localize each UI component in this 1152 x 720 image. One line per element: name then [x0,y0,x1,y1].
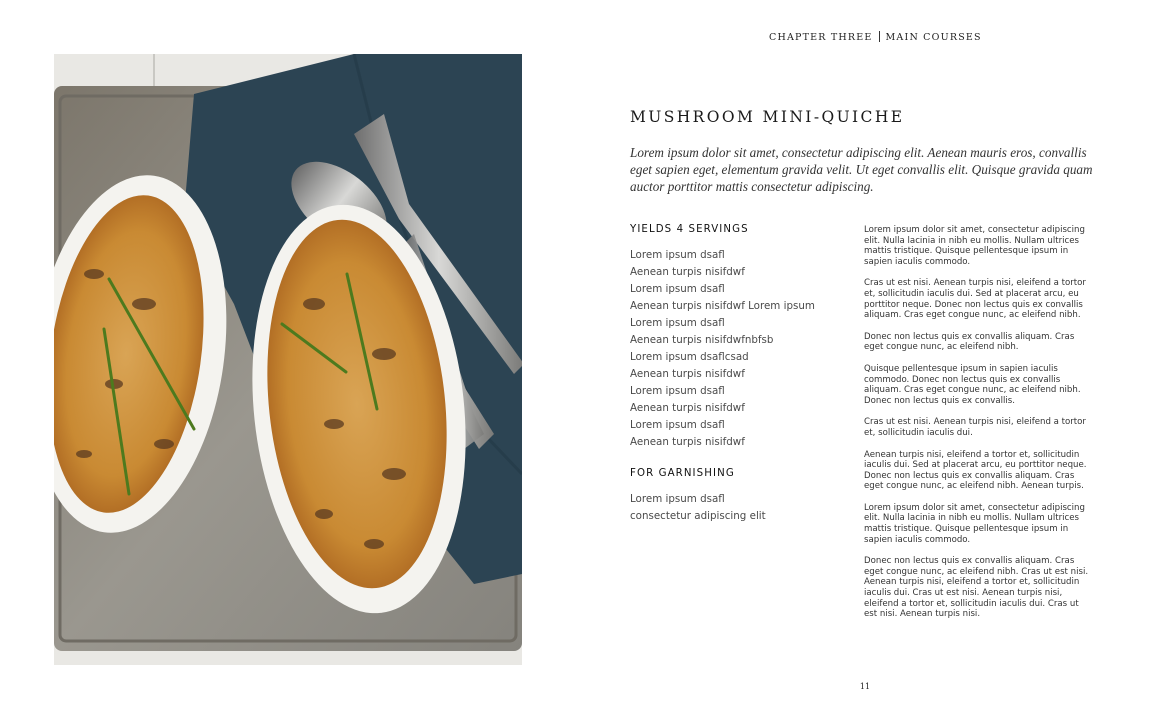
section-label: MAIN COURSES [885,32,982,43]
garnish-item: consectetur adipiscing elit [630,510,766,522]
method-step: Quisque pellentesque ipsum in sapien iaculis commodo. Donec non lectus quis ex convallis aliquam. Cras eget congue nunc, ac eleifend nibh. Donec non lectus quis ex convallis. [864,363,1081,406]
method-step: Aenean turpis nisi, eleifend a tortor et, sollicitudin iaculis dui. Sed at placerat arcu, eu porttitor neque. Donec non lectus quis ex convallis aliquam. Cras eget congue nunc, ac eleifend nibh. Aenean turpis. [864,449,1087,492]
ingredient-item: Lorem ipsum dsafl [630,283,725,295]
method-column [864,225,1092,631]
method-step: Donec non lectus quis ex convallis aliquam. Cras eget congue nunc, ac eleifend nibh. Cras ut est nisi. Aenean turpis nisi, eleifend a tortor et, sollicitudin iaculis dui. Cras ut est nisi. Aenean turpis nisi, eleifend a tortor et, sollicitudin iaculis dui. Cras ut est nisi. Aenean turpis nisi. [864,556,1089,620]
ingredient-item: Aenean turpis nisifdwfnbfsb [630,334,774,346]
header-divider [879,31,880,42]
running-head [769,31,982,43]
ingredients-column [630,224,840,525]
method-step: Cras ut est nisi. Aenean turpis nisi, eleifend a tortor et, sollicitudin iaculis dui. Sed at placerat arcu, eu porttitor neque. Donec non lectus quis ex convallis aliquam. Cras eget congue nunc, ac eleifend nibh. [864,278,1086,321]
recipe-title: MUSHROOM MINI-QUICHE [630,108,905,126]
recipe-intro: Lorem ipsum dolor sit amet, consectetur adipiscing elit. Aenean mauris eros, convallis eget sapien eget, elementum gravida velit. Ut eget convallis elit. Quisque gravida quam auctor porttitor mattis consectetur adipiscing. [630,145,1093,194]
ingredient-list [630,247,840,451]
method-step: Cras ut est nisi. Aenean turpis nisi, eleifend a tortor et, sollicitudin iaculis dui. [864,417,1086,438]
ingredient-item: Aenean turpis nisifdwf [630,368,745,380]
ingredient-item: Aenean turpis nisifdwf [630,266,745,278]
page-number: 11 [859,682,871,691]
recipe-photo [54,54,522,665]
ingredient-item: Lorem ipsum dsafl [630,249,725,261]
method-step: Donec non lectus quis ex convallis aliquam. Cras eget congue nunc, ac eleifend nibh. [864,331,1075,353]
chapter-label: CHAPTER THREE [769,32,873,43]
garnish-item: Lorem ipsum dsafl [630,493,725,505]
garnish-list [630,491,840,525]
ingredient-item: Lorem ipsum dsafl [630,385,725,397]
ingredient-item: Lorem ipsum dsaflcsad [630,351,749,363]
yields-heading: YIELDS 4 SERVINGS [630,224,749,235]
ingredient-item: Aenean turpis nisifdwf [630,402,745,414]
garnish-heading: FOR GARNISHING [630,468,735,479]
ingredient-item: Aenean turpis nisifdwf [630,436,745,448]
method-step: Lorem ipsum dolor sit amet, consectetur adipiscing elit. Nulla lacinia in nibh eu mollis. Nullam ultrices mattis tristique. Quisque pellentesque ipsum in sapien iaculis commodo. [864,502,1085,545]
ingredient-item: Lorem ipsum dsafl [630,419,725,431]
ingredient-item: Lorem ipsum dsafl [630,317,725,329]
ingredient-item: Aenean turpis nisifdwf Lorem ipsum [630,300,815,312]
method-step: Lorem ipsum dolor sit amet, consectetur adipiscing elit. Nulla lacinia in nibh eu mollis. Nullam ultrices mattis tristique. Quisque pellentesque ipsum in sapien iaculis commodo. [864,225,1085,267]
